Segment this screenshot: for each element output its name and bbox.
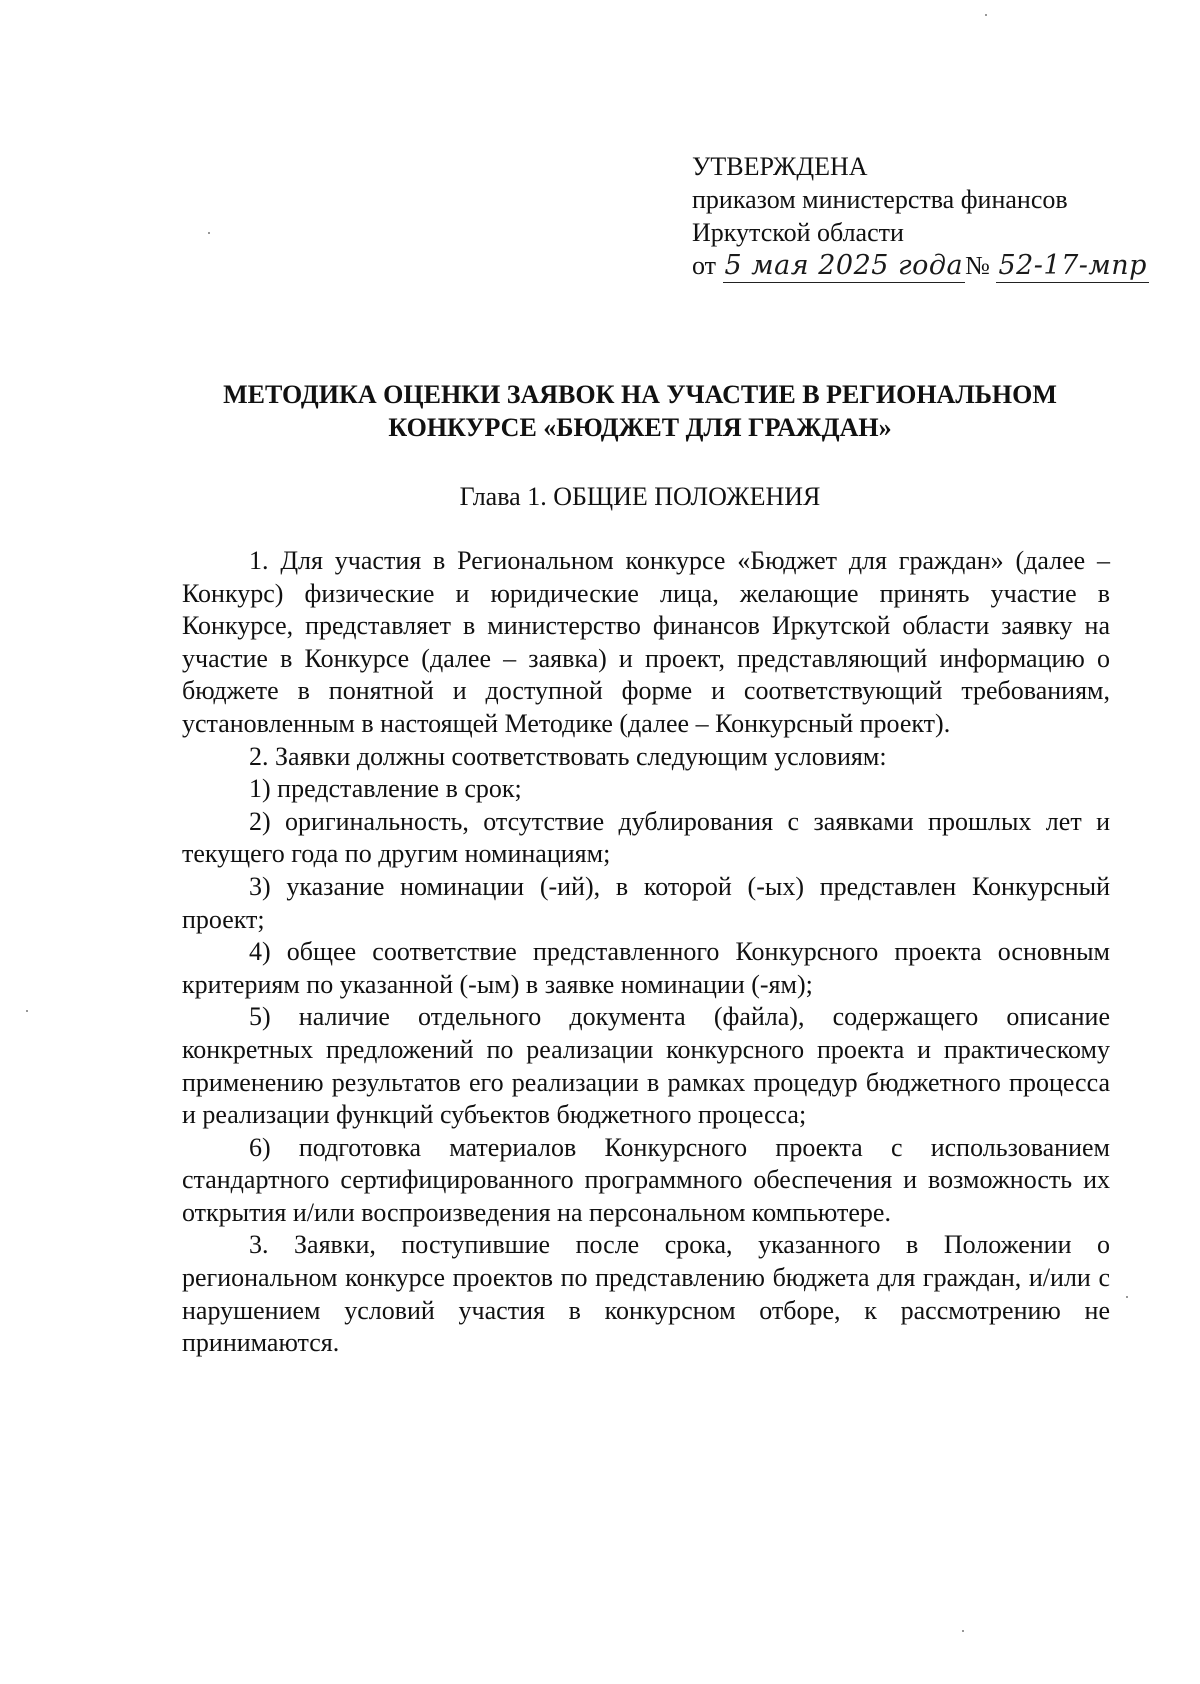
title-line-1: МЕТОДИКА ОЦЕНКИ ЗАЯВОК НА УЧАСТИЕ В РЕГИОНАЛЬНОМ [223, 380, 1057, 409]
paragraph: 5) наличие отдельного документа (файла), содержащего описание конкретных предложений по реализации конкурсного проекта и практическому применению результатов его реализации в рамках процедур бюджетного процесса и реализации функций субъектов бюджетного процесса; [182, 1002, 1110, 1130]
scan-speck [962, 1630, 964, 1632]
approval-line-1: УТВЕРЖДЕНА [692, 152, 868, 181]
title-line-2: КОНКУРСЕ «БЮДЖЕТ ДЛЯ ГРАЖДАН» [388, 413, 892, 442]
number-label: № [965, 251, 990, 280]
scan-speck [208, 232, 210, 234]
paragraph: 6) подготовка материалов Конкурсного проекта с использованием стандартного сертифицированного программного обеспечения и возможность их открытия и/или воспроизведения на персональном компьютере. [182, 1132, 1110, 1227]
paragraph: 2) оригинальность, отсутствие дублирования с заявками прошлых лет и текущего года по другим номинациям; [182, 806, 1110, 869]
approval-line-2: приказом министерства финансов [692, 185, 1068, 214]
paragraph: 1. Для участия в Региональном конкурсе «Бюджет для граждан» (далее – Конкурс) физические и юридические лица, желающие принять участие в Конкурсе, представляет в министерство финансов Иркутской области заявку на участие в Конкурсе (далее – заявка) и проект, представляющий информацию о бюджете в понятной и доступной форме и соответствующий требованиям, установленным в настоящей Методике (далее – Конкурсный проект). [182, 546, 1110, 738]
paragraph: 2. Заявки должны соответствовать следующим условиям: [249, 741, 887, 771]
paragraph: 4) общее соответствие представленного Конкурсного проекта основным критериям по указанной (-ым) в заявке номинации (-ям); [182, 937, 1110, 999]
document-title [150, 378, 1130, 444]
paragraph: 3) указание номинации (-ий), в которой (-ых) представлен Конкурсный проект; [182, 871, 1110, 934]
approval-line-3: Иркутской области [692, 218, 904, 247]
approval-stamp [692, 150, 1149, 283]
chapter-heading: Глава 1. ОБЩИЕ ПОЛОЖЕНИЯ [459, 482, 821, 511]
approval-prefix: от [692, 251, 717, 280]
handwritten-number: 52-17-мпр [998, 250, 1147, 281]
paragraph: 1) представление в срок; [249, 774, 522, 804]
scan-speck [985, 14, 987, 16]
approval-line-4 [692, 249, 1149, 283]
document-body [182, 545, 1110, 1360]
scan-speck [1126, 1296, 1128, 1298]
paragraph: 3. Заявки, поступившие после срока, указанного в Положении о региональном конкурсе проектов по представлению бюджета для граждан, и/или с нарушением условий участия в конкурсном отборе, к рассмотрению не принимаются. [182, 1230, 1110, 1358]
scan-speck [26, 1010, 28, 1012]
handwritten-date: 5 мая 2025 года [724, 250, 964, 281]
